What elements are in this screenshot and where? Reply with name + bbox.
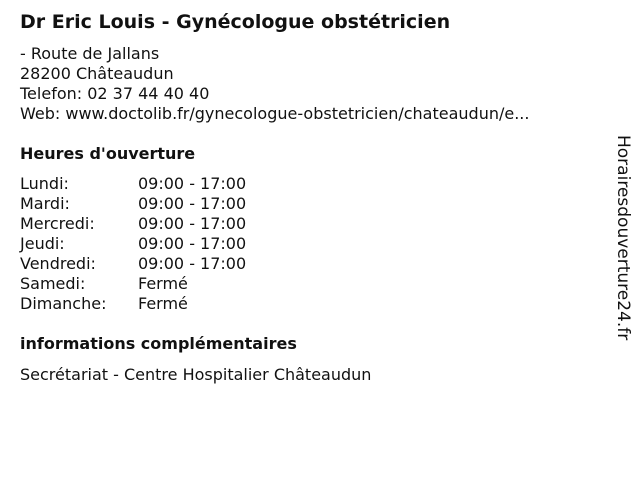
day-label: Lundi: (20, 174, 69, 193)
day-label: Vendredi: (20, 254, 96, 273)
hours-row-tuesday (20, 194, 246, 214)
opening-hours-list (20, 174, 246, 314)
hours-heading: Heures d'ouverture (20, 144, 196, 163)
day-label: Dimanche: (20, 294, 107, 313)
hours-row-saturday (20, 274, 246, 294)
time-range: 09:00 - 17:00 (138, 234, 247, 253)
day-label: Jeudi: (20, 234, 65, 253)
info-text: Secrétariat - Centre Hospitalier Châteaudun (20, 365, 372, 384)
hours-row-sunday (20, 294, 246, 314)
page-title: Dr Eric Louis - Gynécologue obstétricien (20, 11, 451, 33)
time-range: Fermé (138, 294, 188, 313)
hours-row-wednesday (20, 214, 246, 234)
hours-row-thursday (20, 234, 246, 254)
time-range: 09:00 - 17:00 (138, 174, 247, 193)
hours-row-monday (20, 174, 246, 194)
time-range: 09:00 - 17:00 (138, 214, 247, 233)
website-link[interactable]: Web: www.doctolib.fr/gynecologue-obstetricien/chateaudun/e... (20, 104, 530, 123)
address-street: - Route de Jallans (20, 44, 160, 63)
info-heading: informations complémentaires (20, 334, 297, 353)
site-watermark: Horairesdouverture24.fr (613, 135, 633, 341)
phone-number: Telefon: 02 37 44 40 40 (20, 84, 210, 103)
time-range: Fermé (138, 274, 188, 293)
day-label: Mercredi: (20, 214, 95, 233)
time-range: 09:00 - 17:00 (138, 254, 247, 273)
day-label: Samedi: (20, 274, 86, 293)
time-range: 09:00 - 17:00 (138, 194, 247, 213)
hours-row-friday (20, 254, 246, 274)
address-city: 28200 Châteaudun (20, 64, 174, 83)
contact-block (20, 44, 529, 124)
day-label: Mardi: (20, 194, 70, 213)
